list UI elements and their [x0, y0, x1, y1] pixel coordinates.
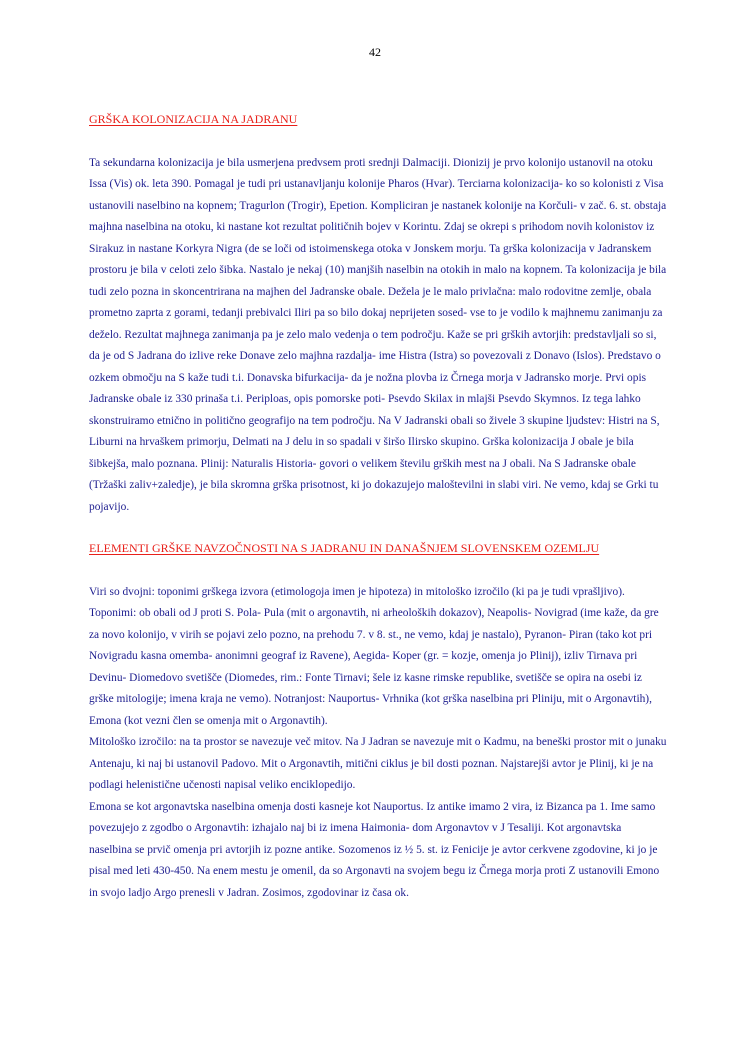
- section-greek-presence: [89, 538, 667, 904]
- paragraph: Toponimi: ob obali od J proti S. Pola- Pula (mit o argonavtih, ni arheoloških dokazov), Neapolis- Novigrad (ime kaže, da gre za novo kolonijo, v virih se pojavi zelo pozno, na prehodu 7. v 8. st., ne vemo, kdaj je nastalo), Pyranon- Piran (tako kot pri Novigradu kasna omemba- anonimni geograf iz Ravene), Aegida- Koper (gr. = kozje, omenja jo Plinij), izliv Tirnava pri Devinu- Diomedovo svetišče (Diomedes, rim.: Fonte Tirnavi; šele iz kasne rimske republike, svetišče se opira na osebi iz grške mitologije; imena kraja ne vemo). Notranjost: Nauportus- Vrhnika (kot grška naselbina pri Pliniju, mit o Argonavtih), Emona (kot vezni člen se omenja mit o Argonavtih).: [89, 607, 659, 727]
- page-number: 42: [369, 45, 381, 59]
- paragraph: Ta sekundarna kolonizacija je bila usmerjena predvsem proti srednji Dalmaciji. Dionizij je prvo kolonijo ustanovil na otoku Issa (Vis) ok. leta 390. Pomagal je tudi pri ustanavljanju kolonije Pharos (Hvar). Terciarna kolonizacija- ko so kolonisti z Visa ustanovili naselbino na kopnem; Tragurlon (Trogir), Epetion. Kompliciran je nastanek kolonije na Korčuli- v zač. 6. st. obstaja majhna naselbina na otoku, ki nastane kot rezultat političnih bojev v Korintu. Zdaj se okrepi s prihodom novih kolonistov iz Sirakuz in nastane Korkyra Nigra (de se loči od istoimenskega otoka v Jonskem morju. Ta grška kolonizacija v Jadranskem prostoru je bila v celoti zelo šibka. Nastalo je nekaj (10) manjših naselbin na otokih in malo na kopnem. Ta kolonizacija je bila tudi zelo pozna in skoncentrirana na majhen del Jadranske obale. Dežela je le malo privlačna: malo rodovitne zemlje, obala prometno zaprta z gorami, tedanji prebivalci Iliri pa so bilo dokaj neprijeten sosed- vse to je vodilo k majhnemu zanimanju za deželo. Rezultat majhnega zanimanja pa je zelo malo vedenja o tem področju. Kaže se pri grških avtorjih: predstavljali so si, da je od S Jadrana do izlive reke Donave zelo majhna razdalja- ime Histra (Istra) so povezovali z Donavo (Islos). Predstavo o ozkem območju na S kaže tudi t.i. Donavska bifurkacija- da je nožna plovba iz Črnega morja v Jadransko morje. Prvi opis Jadranske obale iz 330 prinaša t.i. Periploas, opis pomorske poti- Psevdo Skilax in mlajši Psevdo Skymnos. Iz tega lahko skonstruiramo etnično in politično geografijo na tem področju. Na V Jadranski obali so živele 3 skupine ljudstev: Histri na S, Liburni na hrvaškem primorju, Delmati na J delu in so spadali v širšo Ilirsko skupino. Grška kolonizacija J obale je bila šibkejša, malo poznana. Plinij: Naturalis Historia- govori o velikem številu grških mest na J obali. Na S Jadranske obale (Tržaški zaliv+zaledje), je bila skromna grška prisotnost, ki jo dokazujejo maloštevilni in slabi viri. Ne vemo, kdaj se Grki tu pojavijo.: [89, 156, 667, 513]
- paragraph: Viri so dvojni: toponimi grškega izvora (etimologoja imen je hipoteza) in mitološko izročilo (ki pa je tudi vprašljivo).: [89, 585, 625, 598]
- paragraph: Mitološko izročilo: na ta prostor se navezuje več mitov. Na J Jadran se navezuje mit o Kadmu, na beneški prostor mit o junaku Antenaju, ki naj bi ustanovil Padovo. Mit o Argonavtih, mitični ciklus je bil dosti poznan. Najstarejši avtor je Plinij, ki je na podlagi helenistične učenosti napisal veliko enciklopedijo.: [89, 736, 667, 791]
- paragraph: Emona se kot argonavtska naselbina omenja dosti kasneje kot Nauportus. Iz antike imamo 2 vira, iz Bizanca pa 1. Ime samo povezujejo z zgodbo o Argonavtih: izhajalo naj bi iz imena Haimonia- dom Argonavtov v J Tesaliji. Kot argonavtska naselbina se prvič omenja pri avtorjih iz pozne antike. Sozomenos iz ½ 5. st. iz Fenicije je avtor cerkvene zgodovine, ki jo je pisal med leti 430-450. Na enem mestu je omenil, da so Argonavti na svojem begu iz Črnega morja proti Z ustanovili Emono in svojo ladjo Argo prenesli v Jadran. Zosimos, zgodovinar iz časa ok.: [89, 800, 660, 899]
- section-greek-colonization: [89, 109, 667, 518]
- section-heading: GRŠKA KOLONIZACIJA NA JADRANU: [89, 112, 298, 126]
- section-heading: ELEMENTI GRŠKE NAVZOČNOSTI NA S JADRANU IN DANAŠNJEM SLOVENSKEM OZEMLJU: [89, 541, 600, 555]
- page-content: [89, 109, 667, 904]
